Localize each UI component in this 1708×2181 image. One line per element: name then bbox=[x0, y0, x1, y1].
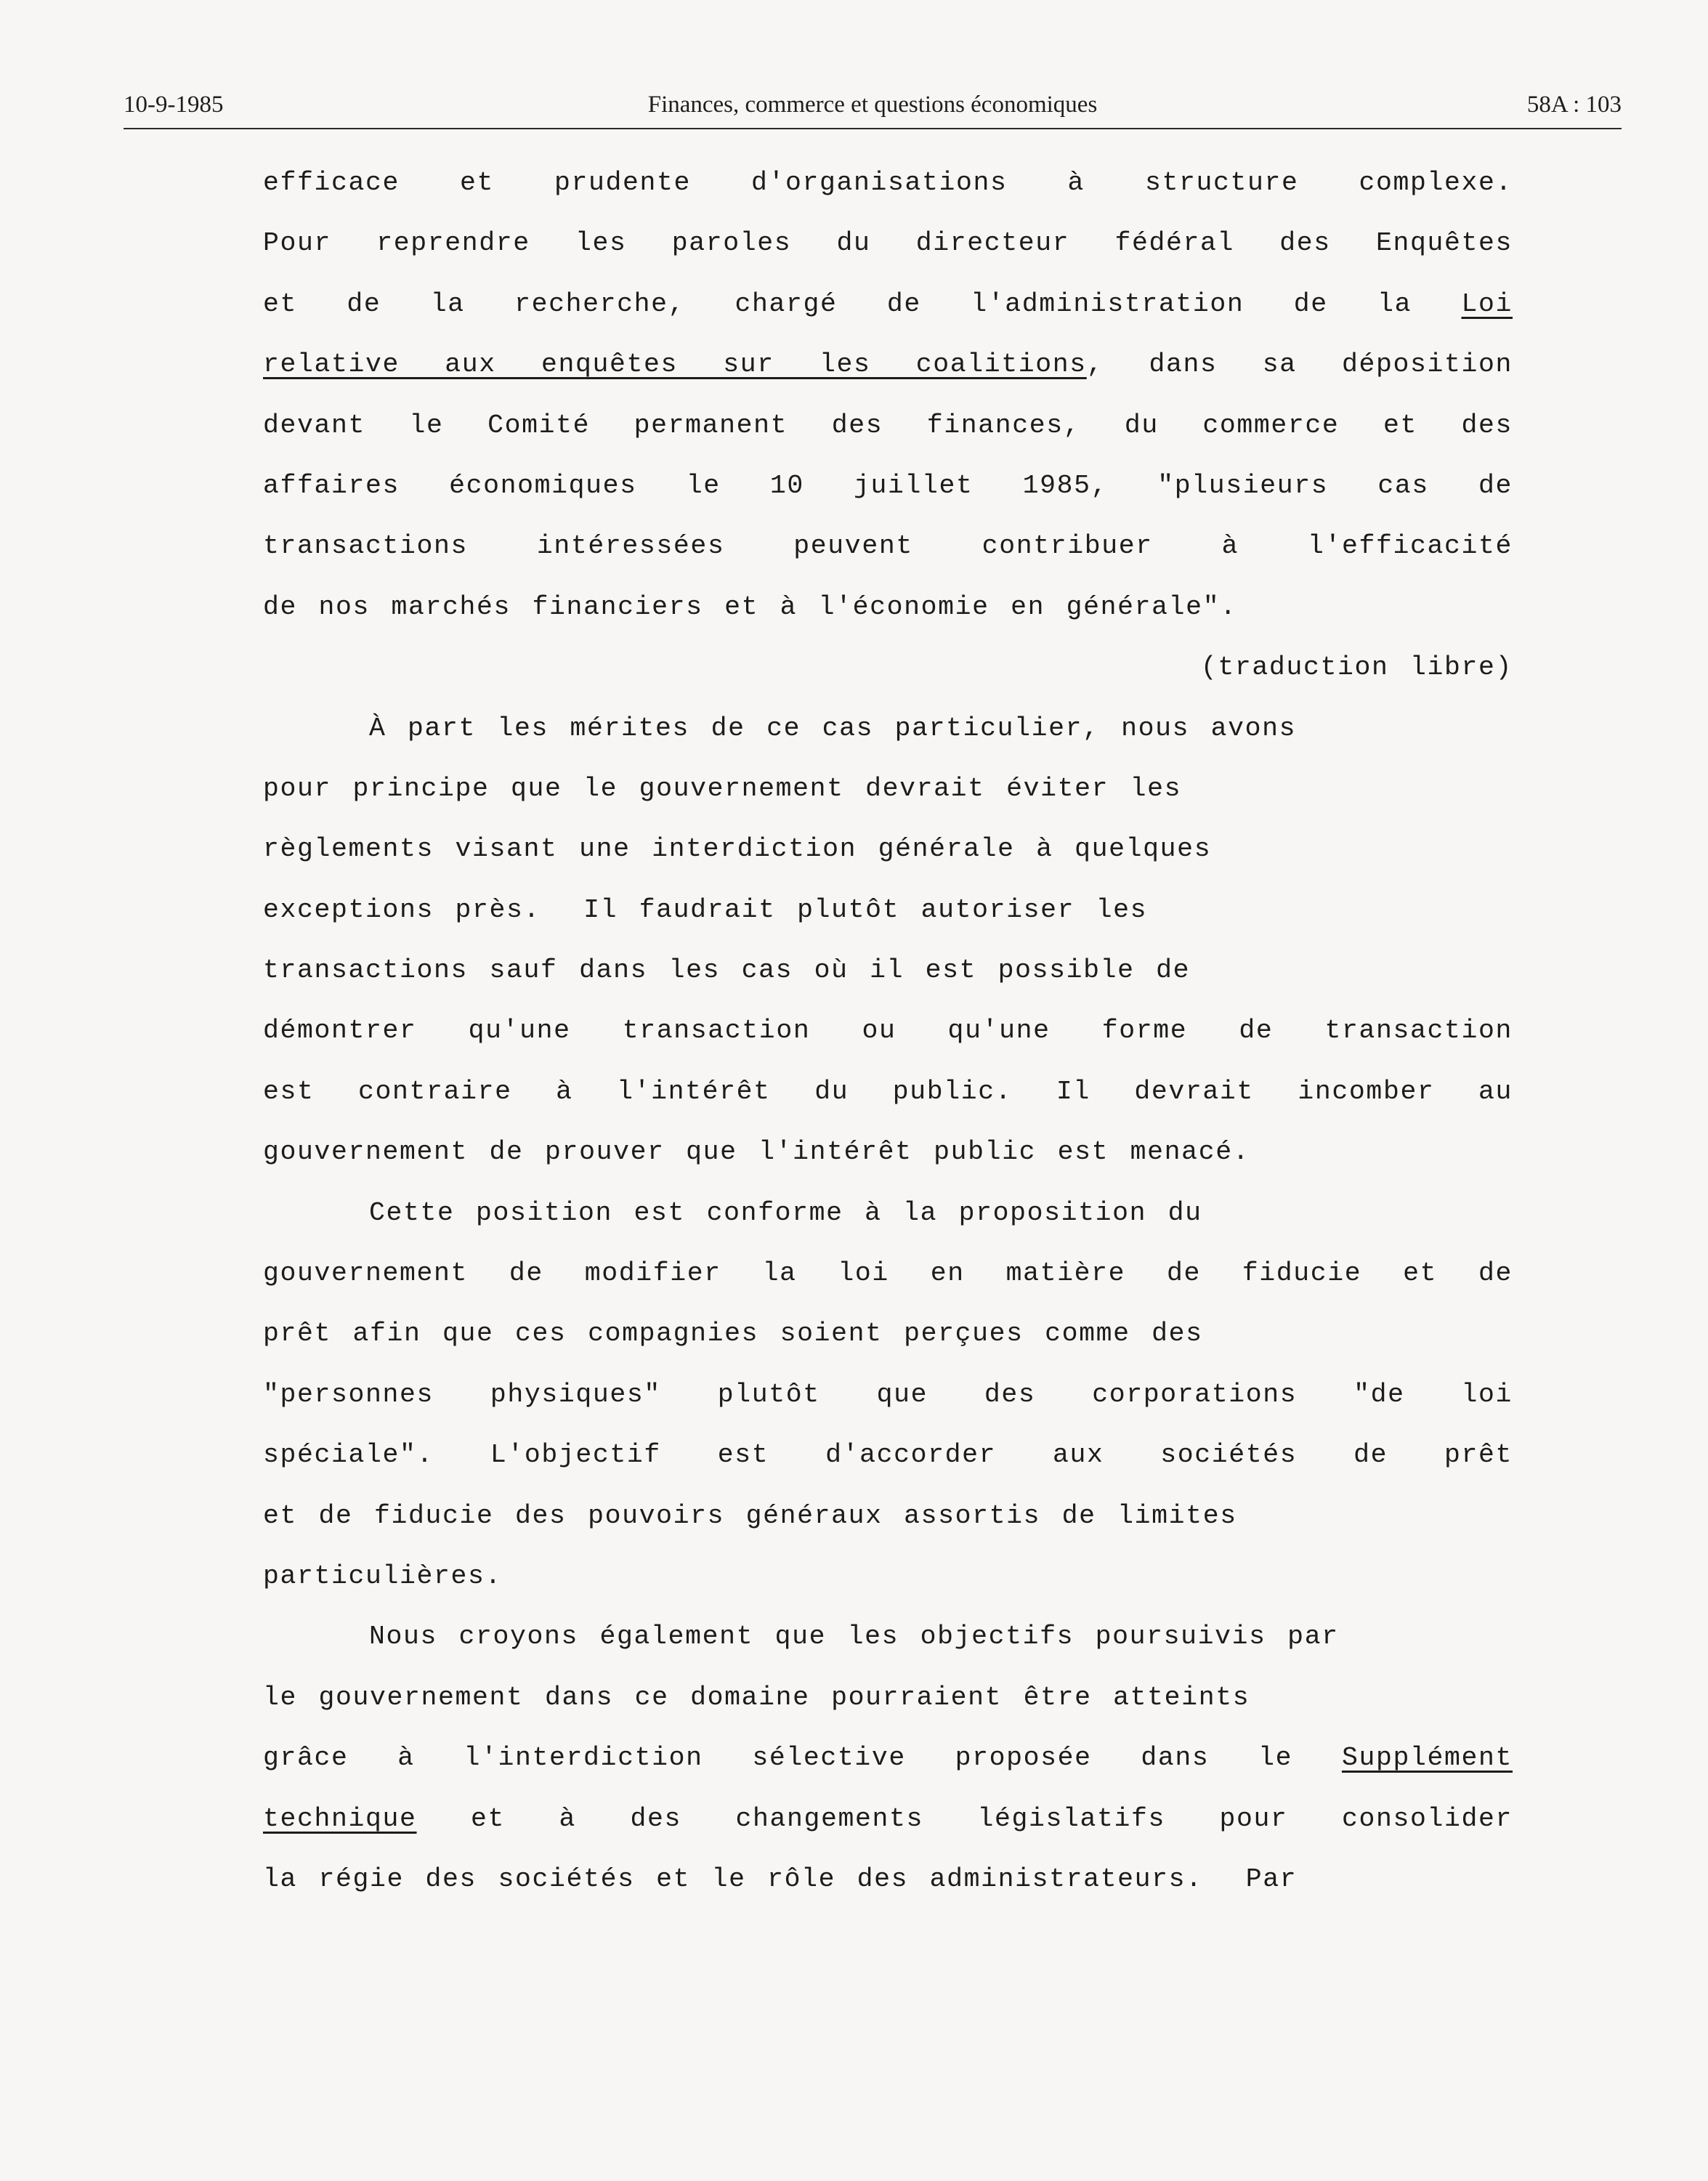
line-text: affaires économiques le 10 juillet 1985, "plusieurs cas de bbox=[263, 470, 1513, 501]
line-text: prêt afin que ces compagnies soient perçues comme des bbox=[263, 1319, 1203, 1349]
header-date: 10-9-1985 bbox=[124, 92, 224, 118]
line-text: et de fiducie des pouvoirs généraux assortis de limites bbox=[263, 1500, 1237, 1531]
text-line bbox=[263, 1738, 1513, 1798]
line-text: Nous croyons également que les objectifs poursuivis par bbox=[369, 1622, 1339, 1652]
text-line bbox=[263, 344, 1513, 405]
text-line bbox=[263, 1314, 1513, 1374]
page-header bbox=[124, 86, 1622, 129]
line-text: et à des changements législatifs pour consolider bbox=[416, 1803, 1513, 1834]
text-line bbox=[263, 587, 1513, 647]
text-line bbox=[263, 284, 1513, 344]
text-line bbox=[263, 466, 1513, 526]
text-line bbox=[263, 1011, 1513, 1071]
line-text: (traduction libre) bbox=[1200, 652, 1513, 683]
text-line bbox=[263, 769, 1513, 829]
line-text: le gouvernement dans ce domaine pourraient être atteints bbox=[263, 1682, 1250, 1712]
text-line bbox=[263, 1193, 1513, 1253]
line-text: pour principe que le gouvernement devrait éviter les bbox=[263, 773, 1182, 804]
text-line bbox=[263, 890, 1513, 950]
line-text: , dans sa déposition bbox=[1086, 349, 1513, 380]
text-line bbox=[263, 1375, 1513, 1435]
line-text: "personnes physiques" plutôt que des corporations "de loi bbox=[263, 1379, 1513, 1409]
text-line bbox=[263, 1435, 1513, 1495]
line-text: règlements visant une interdiction générale à quelques bbox=[263, 834, 1212, 865]
text-line bbox=[263, 1799, 1513, 1859]
line-text: et de la recherche, chargé de l'administration de la bbox=[263, 288, 1462, 319]
line-text: est contraire à l'intérêt du public. Il devrait incomber au bbox=[263, 1076, 1513, 1106]
line-text: gouvernement de modifier la loi en matière de fiducie et de bbox=[263, 1258, 1513, 1289]
text-line bbox=[263, 526, 1513, 586]
line-text: À part les mérites de ce cas particulier, nous avons bbox=[369, 713, 1297, 743]
text-line bbox=[263, 647, 1513, 708]
line-text: grâce à l'interdiction sélective proposée dans le bbox=[263, 1743, 1342, 1773]
line-text: transactions sauf dans les cas où il est possible de bbox=[263, 955, 1191, 986]
text-line bbox=[263, 1859, 1513, 1919]
line-text: la régie des sociétés et le rôle des administrateurs. Par bbox=[263, 1864, 1298, 1894]
line-text: de nos marchés financiers et à l'économie en générale". bbox=[263, 591, 1237, 622]
line-text: Pour reprendre les paroles du directeur fédéral des Enquêtes bbox=[263, 228, 1513, 259]
text-line bbox=[263, 1072, 1513, 1132]
text-line bbox=[263, 950, 1513, 1011]
underlined-title: relative aux enquêtes sur les coalitions bbox=[263, 349, 1087, 380]
text-line bbox=[263, 1253, 1513, 1314]
line-text: exceptions près. Il faudrait plutôt autoriser les bbox=[263, 894, 1148, 925]
header-title: Finances, commerce et questions économiques bbox=[647, 92, 1098, 118]
text-line bbox=[263, 405, 1513, 466]
text-line bbox=[263, 1556, 1513, 1616]
line-text: devant le Comité permanent des finances, du commerce et des bbox=[263, 410, 1513, 440]
line-text: spéciale". L'objectif est d'accorder aux sociétés de prêt bbox=[263, 1440, 1513, 1470]
underlined-title: technique bbox=[263, 1803, 417, 1834]
underlined-title: Supplément bbox=[1341, 1743, 1513, 1773]
text-line bbox=[263, 163, 1513, 223]
text-line bbox=[263, 829, 1513, 889]
text-line bbox=[263, 1496, 1513, 1556]
body-text bbox=[263, 163, 1513, 1919]
text-line bbox=[263, 223, 1513, 283]
line-text: efficace et prudente d'organisations à structure complexe. bbox=[263, 168, 1513, 198]
text-line bbox=[263, 1132, 1513, 1192]
text-line bbox=[263, 1616, 1513, 1677]
line-text: transactions intéressées peuvent contribuer à l'efficacité bbox=[263, 531, 1513, 562]
text-line bbox=[263, 708, 1513, 769]
underlined-title: Loi bbox=[1461, 288, 1513, 319]
line-text: gouvernement de prouver que l'intérêt public est menacé. bbox=[263, 1137, 1250, 1168]
line-text: particulières. bbox=[263, 1561, 503, 1591]
line-text: Cette position est conforme à la proposition du bbox=[369, 1197, 1202, 1228]
text-line bbox=[263, 1678, 1513, 1738]
line-text: démontrer qu'une transaction ou qu'une forme de transaction bbox=[263, 1016, 1513, 1046]
header-page-number: 58A : 103 bbox=[1526, 92, 1622, 118]
